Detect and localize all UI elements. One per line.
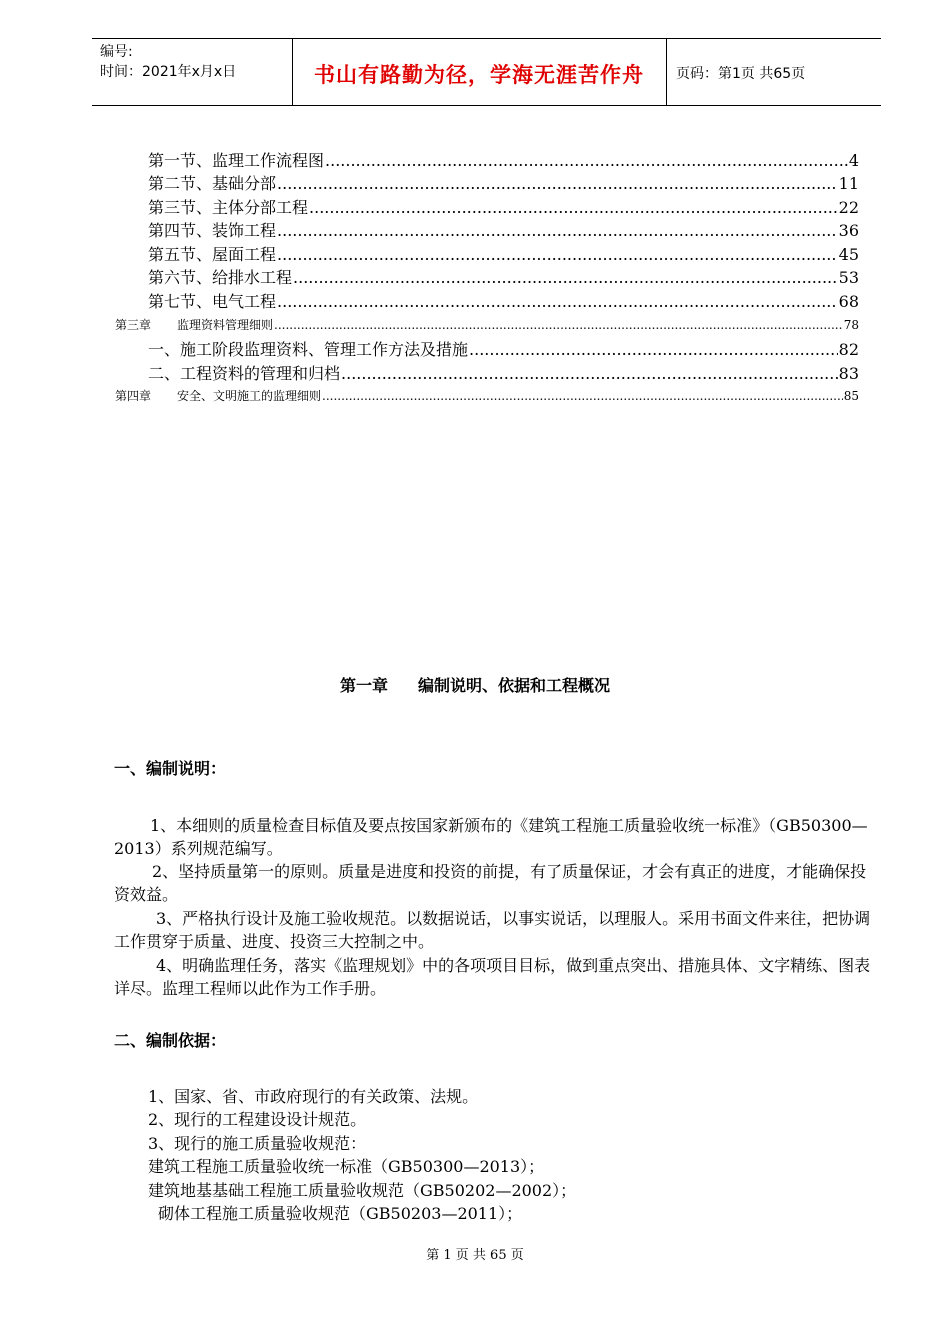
toc-entry[interactable]: [148, 361, 859, 384]
page-header: [92, 38, 881, 106]
toc-entry[interactable]: [148, 148, 859, 171]
page-footer: 第 1 页 共 65 页: [426, 1248, 524, 1263]
toc-entry-title: 一、施工阶段监理资料、管理工作方法及措施: [148, 340, 469, 359]
toc-entry-title: 第三节、主体分部工程: [148, 198, 309, 217]
toc-entry-title: 安全、文明施工的监理细则: [177, 389, 322, 403]
toc-leader: [469, 340, 838, 359]
header-meta: [92, 39, 292, 105]
paragraph: 4、明确监理任务，落实《监理规划》中的各项项目目标，做到重点突出、措施具体、文字精练、图表详尽。监理工程师以此作为工作手册。: [114, 956, 871, 998]
toc-entry-chapter[interactable]: [115, 316, 859, 333]
section-heading: 一、编制说明：: [114, 759, 227, 778]
document-number-label: 编号:: [100, 44, 133, 60]
chapter-number: 第一章: [339, 676, 388, 695]
toc-entry-page: 85: [843, 389, 859, 403]
toc-entry-title: 第二节、基础分部: [148, 174, 277, 193]
section-heading: 二、编制依据：: [114, 1031, 227, 1050]
paragraph: 1、本细则的质量检查目标值及要点按国家新颁布的《建筑工程施工质量验收统一标准》（GB50300—2013）系列规范编写。: [114, 816, 868, 858]
toc-entry[interactable]: [148, 337, 859, 360]
header-motto: 书山有路勤为径，学海无涯苦作舟: [314, 62, 644, 87]
list-item: 3、现行的施工质量验收规范：: [148, 1134, 367, 1153]
toc-entry[interactable]: [148, 242, 859, 265]
toc-leader: [277, 245, 838, 264]
toc-entry-title: 第一节、监理工作流程图: [148, 151, 325, 170]
toc-entry-page: 45: [838, 245, 859, 264]
header-divider: [666, 39, 667, 105]
toc-leader: [277, 221, 838, 240]
toc-entry-title: 监理资料管理细则: [177, 318, 274, 332]
toc-entry-page: 4: [848, 151, 859, 170]
toc-leader: [293, 268, 838, 287]
list-item: 建筑地基基础工程施工质量验收规范（GB50202—2002）；: [148, 1181, 577, 1200]
toc-chapter-number: 第四章: [115, 389, 152, 403]
toc-entry-page: 22: [838, 198, 859, 217]
toc-entry-title: 第五节、屋面工程: [148, 245, 277, 264]
toc-entry[interactable]: [148, 218, 859, 241]
toc-entry-title: 第四节、装饰工程: [148, 221, 277, 240]
list-item: 砌体工程施工质量验收规范（GB50203—2011）；: [158, 1204, 523, 1223]
chapter-title: 编制说明、依据和工程概况: [418, 676, 611, 695]
toc-entry[interactable]: [148, 265, 859, 288]
toc-entry[interactable]: [148, 289, 859, 312]
toc-entry-page: 82: [838, 340, 859, 359]
list-item: 2、现行的工程建设设计规范。: [148, 1110, 367, 1129]
paragraph: 2、坚持质量第一的原则。质量是进度和投资的前提，有了质量保证，才会有真正的进度，才能确保投资效益。: [114, 862, 867, 904]
toc-leader: [341, 364, 838, 383]
header-page-info: 页码：第1页 共65页: [676, 66, 806, 82]
toc-entry-chapter[interactable]: [115, 387, 859, 404]
toc-entry-title: 第六节、给排水工程: [148, 268, 293, 287]
document-time-label: 时间：2021年x月x日: [100, 64, 237, 80]
toc-entry[interactable]: [148, 171, 859, 194]
toc-leader: [277, 174, 838, 193]
toc-entry-page: 11: [838, 174, 859, 193]
toc-chapter-number: 第三章: [115, 318, 152, 332]
toc-entry-page: 78: [843, 318, 859, 332]
toc-leader: [309, 198, 838, 217]
list-item: 建筑工程施工质量验收统一标准（GB50300—2013）；: [148, 1157, 545, 1176]
toc-leader: [322, 389, 843, 403]
toc-entry-title: 第七节、电气工程: [148, 292, 277, 311]
toc-leader: [277, 292, 838, 311]
paragraph: 3、严格执行设计及施工验收规范。以数据说话，以事实说话，以理服人。采用书面文件来往，把协调工作贯穿于质量、进度、投资三大控制之中。: [114, 909, 871, 951]
chapter-heading: [0, 673, 950, 696]
toc-entry-page: 83: [838, 364, 859, 383]
list-item: 1、国家、省、市政府现行的有关政策、法规。: [148, 1087, 479, 1106]
toc-leader: [274, 318, 843, 332]
toc-leader: [325, 151, 848, 170]
toc-entry-title: 二、工程资料的管理和归档: [148, 364, 341, 383]
toc-entry[interactable]: [148, 195, 859, 218]
toc-entry-page: 36: [838, 221, 859, 240]
toc-entry-page: 68: [838, 292, 859, 311]
toc-entry-page: 53: [838, 268, 859, 287]
